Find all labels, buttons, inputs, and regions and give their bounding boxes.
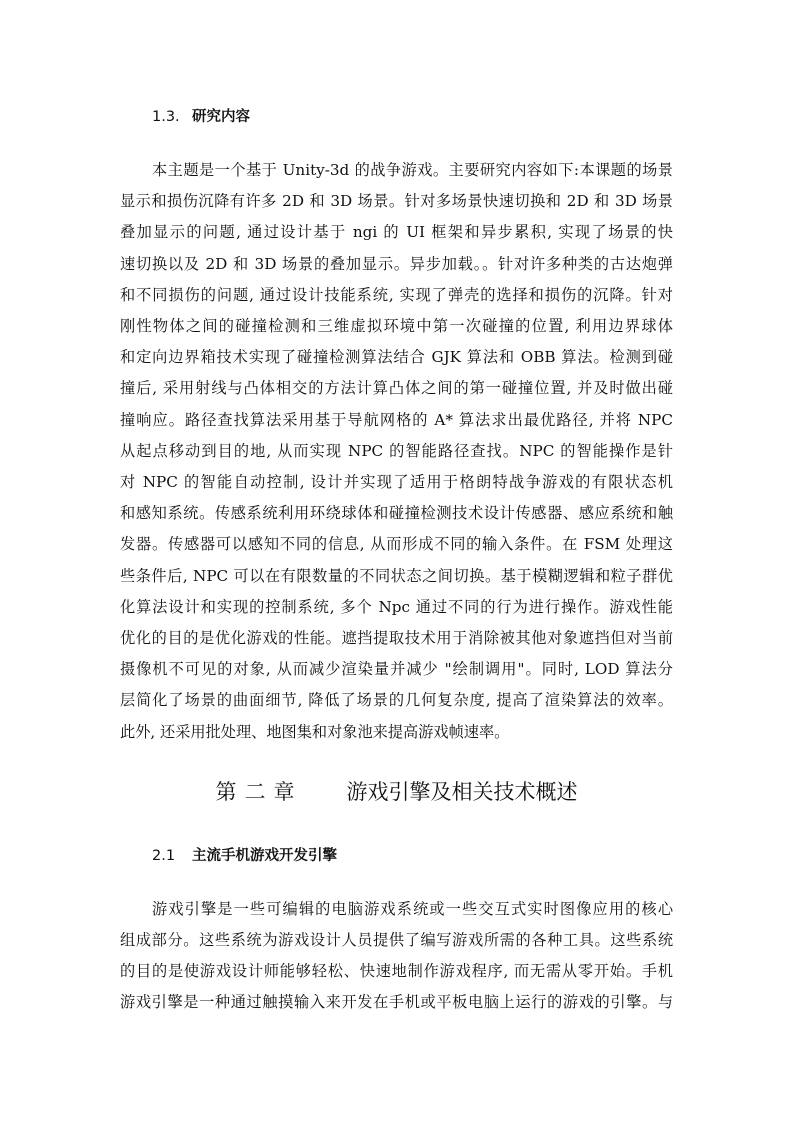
paragraph-line: 组成部分。这些系统为游戏设计人员提供了编写游戏所需的各种工具。这些系统 [120,931,673,949]
paragraph-line: 从起点移动到目的地, 从而实现 NPC 的智能路径查找。NPC 的智能操作是针 [120,442,673,460]
paragraph-line: 撞响应。路径查找算法采用基于导航网格的 A* 算法求出最优路径, 并将 NPC [120,411,673,429]
section-number: 2.1 [152,848,176,864]
section-title: 主流手机游戏开发引擎 [192,848,337,864]
paragraph-line: 撞后, 采用射线与凸体相交的方法计算凸体之间的第一碰撞位置, 并及时做出碰 [120,379,673,397]
section-heading-1-3 [152,107,250,127]
paragraph-line: 优化的目的是优化游戏的性能。遮挡提取技术用于消除被其他对象遮挡但对当前 [120,629,673,647]
paragraph-line: 本主题是一个基于 Unity-3d 的战争游戏。主要研究内容如下:本课题的场景 [152,161,673,179]
paragraph-line: 显示和损伤沉降有许多 2D 和 3D 场景。针对多场景快速切换和 2D 和 3D 场景 [120,192,673,210]
paragraph-line: 游戏引擎是一些可编辑的电脑游戏系统或一些交互式实时图像应用的核心 [152,900,673,918]
paragraph-line: 发器。传感器可以感知不同的信息, 从而形成不同的输入条件。在 FSM 处理这 [120,535,673,553]
section-heading-2-1 [152,846,337,866]
section-number: 1.3. [152,109,180,125]
paragraph-line: 速切换以及 2D 和 3D 场景的叠加显示。异步加载。。针对许多种类的古达炮弹 [120,255,673,273]
paragraph-line: 刚性物体之间的碰撞检测和三维虚拟环境中第一次碰撞的位置, 利用边界球体 [120,317,673,335]
chapter-heading [0,778,793,806]
chapter-label: 第二章 [215,780,303,804]
paragraph-line: 游戏引擎是一种通过触摸输入来开发在手机或平板电脑上运行的游戏的引擎。与 [120,993,673,1011]
paragraph-line: 叠加显示的问题, 通过设计基于 ngi 的 UI 框架和异步累积, 实现了场景的快 [120,223,673,241]
paragraph-line: 摄像机不可见的对象, 从而减少渲染量并减少 "绘制调用"。同时, LOD 算法分 [120,660,673,678]
paragraph-line: 此外, 还采用批处理、地图集和对象池来提高游戏帧速率。 [120,723,510,741]
chapter-title: 游戏引擎及相关技术概述 [346,780,578,804]
paragraph-line: 对 NPC 的智能自动控制, 设计并实现了适用于格朗特战争游戏的有限状态机 [120,473,673,491]
paragraph-line: 的目的是使游戏设计师能够轻松、快速地制作游戏程序, 而无需从零开始。手机 [120,962,673,980]
paragraph-line: 和不同损伤的问题, 通过设计技能系统, 实现了弹壳的选择和损伤的沉降。针对 [120,286,673,304]
section-title: 研究内容 [192,109,250,125]
paragraph-line: 层简化了场景的曲面细节, 降低了场景的几何复杂度, 提高了渲染算法的效率。 [120,691,673,709]
paragraph-line: 和感知系统。传感系统利用环绕球体和碰撞检测技术设计传感器、感应系统和触 [120,504,673,522]
paragraph-line: 些条件后, NPC 可以在有限数量的不同状态之间切换。基于模糊逻辑和粒子群优 [120,567,673,585]
paragraph-line: 和定向边界箱技术实现了碰撞检测算法结合 GJK 算法和 OBB 算法。检测到碰 [120,348,673,366]
paragraph-line: 化算法设计和实现的控制系统, 多个 Npc 通过不同的行为进行操作。游戏性能 [120,598,673,616]
